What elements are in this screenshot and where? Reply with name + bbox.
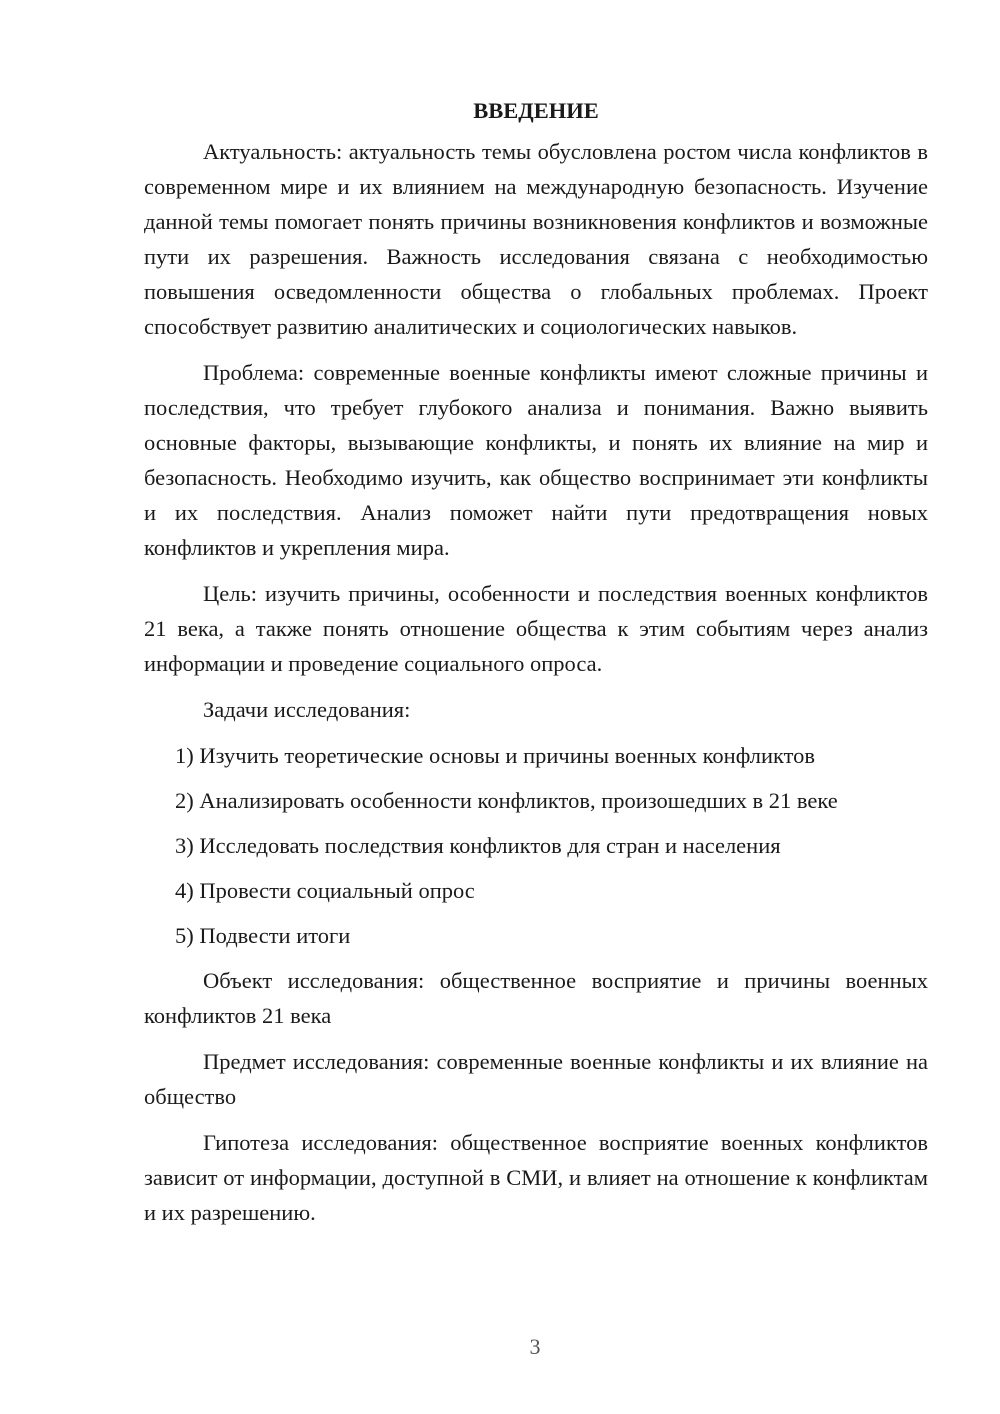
task-item: 1) Изучить теоретические основы и причины военных конфликтов	[175, 743, 816, 768]
task-item: 5) Подвести итоги	[175, 923, 351, 948]
page-content	[144, 93, 928, 1241]
task-item: 3) Исследовать последствия конфликтов для стран и населения	[175, 833, 781, 858]
section-title: ВВЕДЕНИЕ	[473, 98, 599, 123]
tasks-heading: Задачи исследования:	[203, 697, 411, 722]
task-item: 4) Провести социальный опрос	[175, 878, 475, 903]
problem-paragraph: Проблема: современные военные конфликты имеют сложные причины и последствия, что требует глубокого анализа и понимания. Важно выявить основные факторы, вызывающие конфликты, и понять их влияние на мир и безопасность. Необходимо изучить, как общество воспринимает эти конфликты и их последствия. Анализ поможет найти пути предотвращения новых конфликтов и укрепления мира.	[144, 360, 928, 560]
object-paragraph: Объект исследования: общественное восприятие и причины военных конфликтов 21 века	[144, 968, 928, 1028]
page-number: 3	[529, 1334, 541, 1359]
task-item: 2) Анализировать особенности конфликтов, произошедших в 21 веке	[175, 788, 838, 813]
relevance-paragraph: Актуальность: актуальность темы обусловлена ростом числа конфликтов в современном мире и их влиянием на международную безопасность. Изучение данной темы помогает понять причины возникновения конфликтов и возможные пути их разрешения. Важность исследования связана с необходимостью повышения осведомленности общества о глобальных проблемах. Проект способствует развитию аналитических и социологических навыков.	[144, 139, 928, 339]
subject-paragraph: Предмет исследования: современные военные конфликты и их влияние на общество	[144, 1049, 928, 1109]
hypothesis-paragraph: Гипотеза исследования: общественное восприятие военных конфликтов зависит от информации, доступной в СМИ, и влияет на отношение к конфликтам и их разрешению.	[144, 1130, 928, 1225]
goal-paragraph: Цель: изучить причины, особенности и последствия военных конфликтов 21 века, а также понять отношение общества к этим событиям через анализ информации и проведение социального опроса.	[144, 581, 928, 676]
tasks-list	[144, 738, 928, 953]
